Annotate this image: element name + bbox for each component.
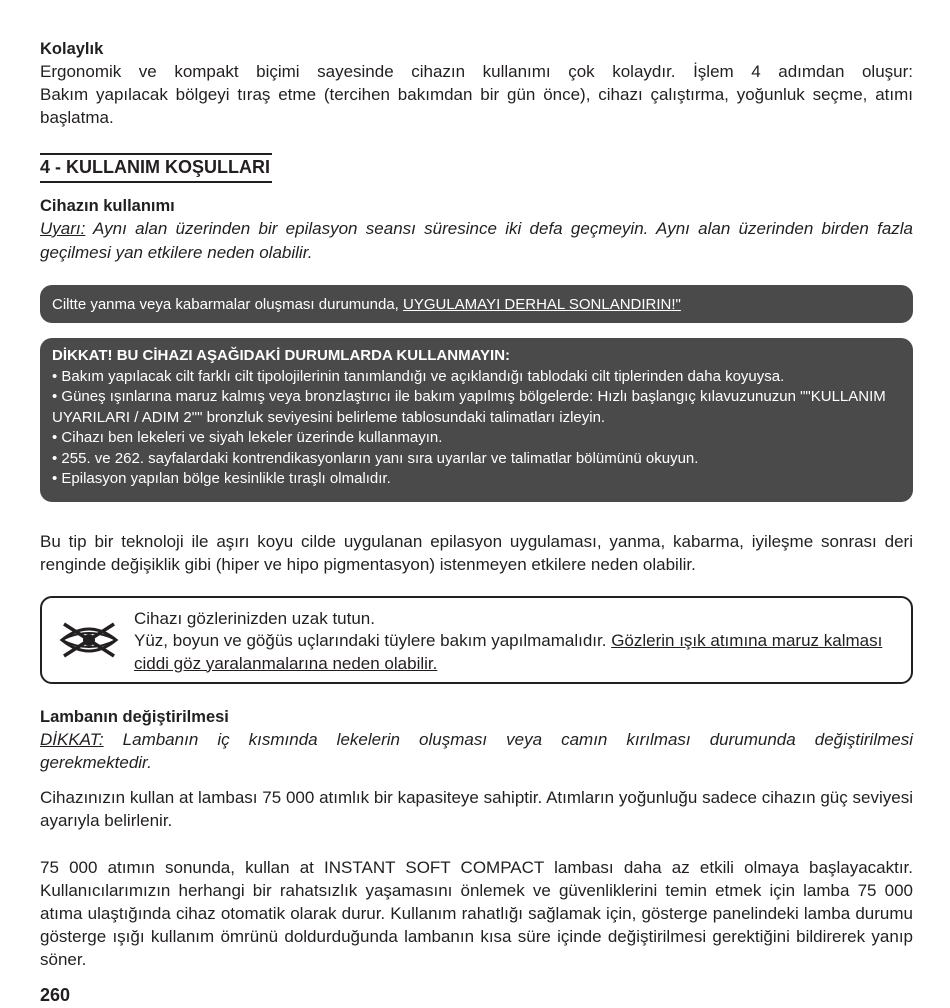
stop-application-text: UYGULAMAYI DERHAL SONLANDIRIN!" [403, 295, 681, 313]
burn-warning-lead: Ciltte yanma veya kabarmalar oluşması durumunda, [52, 295, 403, 313]
warning-label: Uyarı: [40, 219, 86, 238]
lamp-caution-line2: gerekmektedir. [40, 752, 152, 772]
section-title: 4 - KULLANIM KOŞULLARI [40, 153, 272, 183]
eye-warning-line2 [134, 630, 895, 675]
eye-warning-lead: Yüz, boyun ve göğüs uçlarındaki tüylere bakım yapılmamalıdır. [134, 631, 612, 650]
eye-warning-text [134, 608, 895, 676]
page-number: 260 [40, 985, 71, 1005]
lamp-caution-line1 [40, 728, 913, 751]
lamp-capacity-paragraph: Cihazınızın kullan at lambası 75 000 atımlık bir kapasiteye sahiptir. Atımların yoğunluğu sadece cihazın güç seviyesi ayarıyla belirlenir. [40, 787, 913, 830]
lamp-caution-label: DİKKAT: [40, 729, 104, 749]
lamp-heading: Lambanın değiştirilmesi [40, 707, 229, 726]
section-title-wrap [40, 153, 913, 183]
caution-item: • Cihazı ben lekeleri ve siyah lekeler üzerinde kullanmayın. [52, 429, 443, 446]
burn-warning-text [52, 296, 681, 313]
caution-item: • Bakım yapılacak cilt farklı cilt tipolojilerinin tanımlandığı ve açıklandığı tablodaki cilt tiplerinden daha koyuysa. [52, 367, 785, 385]
burn-warning-box [40, 285, 913, 323]
dark-skin-paragraph: Bu tip bir teknoloji ile aşırı koyu cilde uygulanan epilasyon uygulaması, yanma, kabarma, iyileşme sonrası deri renginde değişiklik gibi (hiper ve hipo pigmentasyon) istenmeyen etkilere neden olabilir. [40, 531, 913, 574]
lamp-end-of-life-paragraph: 75 000 atımın sonunda, kullan at INSTANT SOFT COMPACT lambası daha az etkili olmaya başlayacaktır. Kullanıcılarımızın herhangi bir rahatsızlık yaşamasını önlemek ve güvenliklerini temin etmek için lamba 75 000 atıma ulaştığında cihaz otomatik olarak durur. Kullanım rahatlığı sağlamak için, gösterge panelindeki lamba durumu gösterge ışığı kullanım ömrünü doldurduğunda lambanın kısa süre içinde değiştirilmesi gerektiğini bildirerek yanıp söner. [40, 857, 913, 969]
eye-injury-text: Gözlerin ışık atımına maruz kalması ciddi göz yaralanmalarına neden olabilir. [134, 631, 883, 673]
kolaylik-heading: Kolaylık [40, 40, 104, 58]
eye-warning-line1: Cihazı gözlerinizden uzak tutun. [134, 608, 375, 628]
cihaz-kullanimi-warning [40, 217, 913, 265]
kolaylik-text: Bakım yapılacak bölgeyi tıraş etme (tercihen bakımdan bir gün önce), cihazı çalıştırma, yoğunluk seçme, atımı başlatma. [40, 85, 913, 127]
caution-item: • 255. ve 262. sayfalardaki kontrendikasyonların yanı sıra uyarılar ve talimatlar bölümünü okuyun. [52, 449, 699, 467]
cihaz-kullanimi-heading: Cihazın kullanımı [40, 197, 175, 215]
no-eye-exposure-icon [58, 620, 120, 660]
warning-text: Aynı alan üzerinden bir epilasyon seansı süresince iki defa geçmeyin. Aynı alan üzerinden birden fazla geçilmesi yan etkilere neden olabilir. [40, 219, 913, 262]
lamp-caution-text: Lambanın iç kısmında lekelerin oluşması veya camın kırılması durumunda değiştirilmesi [103, 729, 913, 749]
caution-title: DİKKAT! BU CİHAZI AŞAĞIDAKİ DURUMLARDA KULLANMAYIN: [52, 347, 511, 364]
eye-warning-box [40, 596, 913, 684]
caution-item: • Güneş ışınlarına maruz kalmış veya bronzlaştırıcı ile bakım yapılmış bölgelerde: Hızlı başlangıç kılavuzunuzun ""KULLANIM UYARILARI / ADIM 2"" bronzluk seviyesini belirleme tablosundaki talimatları izleyin. [52, 388, 886, 426]
caution-item: • Epilasyon yapılan bölge kesinlikle tıraşlı olmalıdır. [52, 470, 391, 487]
caution-box [40, 338, 913, 502]
kolaylik-line1: Ergonomik ve kompakt biçimi sayesinde cihazın kullanımı çok kolaydır. İşlem 4 adımdan oluşur: [40, 62, 913, 81]
manual-page [40, 38, 913, 971]
